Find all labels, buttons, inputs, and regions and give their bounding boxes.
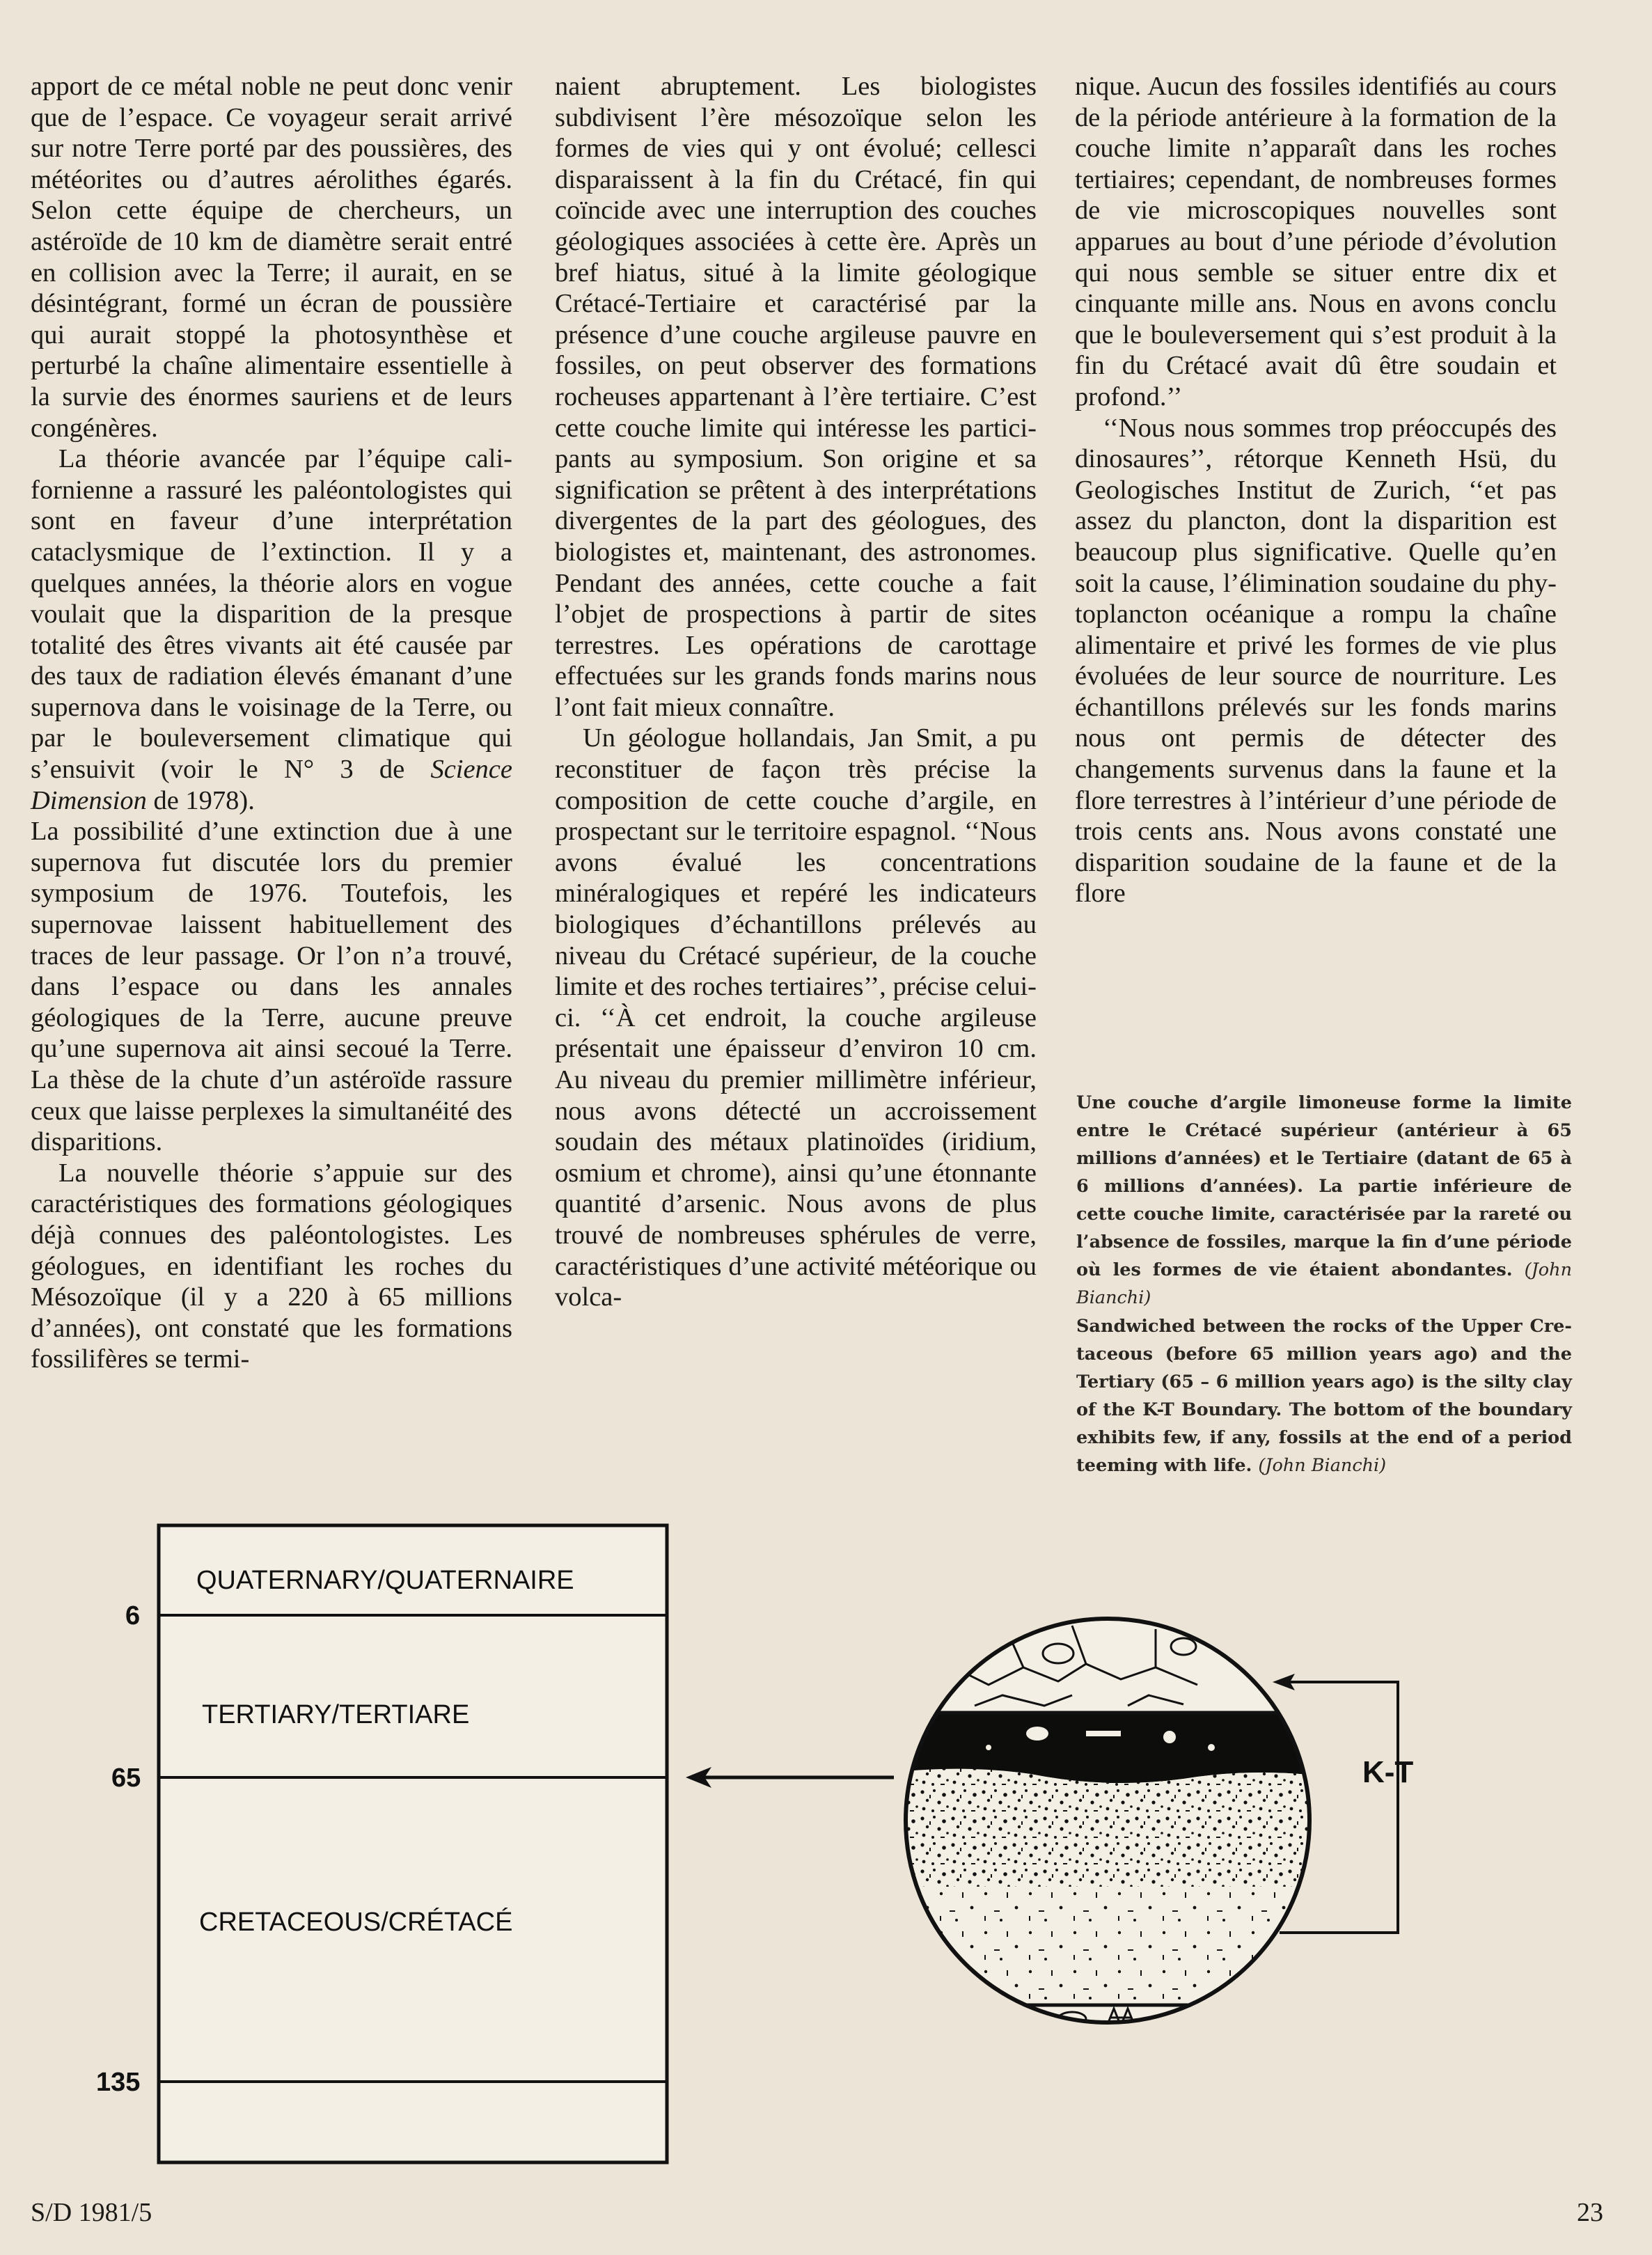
caption-credit: (John Bianchi): [1076, 1259, 1572, 1308]
caption-credit: (John Bianchi): [1258, 1455, 1387, 1476]
reference-suffix: de 1978).: [146, 785, 255, 815]
caption-text: Une couche d’argile limoneuse forme la limite entre le Crétacé supérieur (antérieur à 65 millions d’années) et le Tertiaire (datant de 65 à 6 millions d’années). La partie inférieure de cette couche limite, caractérisée par la rareté ou l’absence de fossiles, marque la fin d’une période où les formes de vie étaient abondantes.: [1076, 1092, 1572, 1280]
paragraph: naient abruptement. Les biologistes subdivisent l’ère mésozoïque selon les formes de vies qui y ont évolué; cellesci disparaissent à la fin du Crétacé, fin qui coïncide avec une interruption des couches géologiques associées à cette ère. Après un bref hiatus, situé à la limite géologique Crétacé-Tertiaire et caractérisé par la présence d’une couche argileuse pauvre en fossiles, on peut observer des formations rocheuses appartenant à l’ère tertiaire. C’est cette couche limite qui intéresse les participants au symposium. Son origine et sa signification se prêtent à des interprétations divergentes de la part des géologues, des biologistes et, maintenant, des astronomes. Pendant des années, cette couche a fait l’objet de prospections à partir de sites terrestres. Les opérations de carottage effectuées sur les grands fonds marins nous l’ont fait mieux connaître.: [555, 72, 1037, 722]
reference-title: Science Dimension: [31, 755, 512, 815]
paragraph-text: La théorie avancée par l’équipe californienne a rassuré les paléontologistes qui sont en faveur d’une interprétation cataclysmique de l’extinction. Il y a quelques années, la théorie alors en vogue voulait que la disparition de la presque totalité des êtres vivants ait été causée par des taux de radiation élevés émanant d’une supernova dans le voisinage de la Terre, ou par le bouleversement climatique qui s’ensuivit (voir le: [31, 444, 512, 785]
paragraph: La nouvelle théorie s’appuie sur des caractéristiques des formations géologiques déjà connues des paléontologistes. Les géologues, en identifiant les roches du Mésozoïque (il y a 220 à 65 millions d’années), ont constaté que les formations fossilifères se termi-: [31, 1158, 512, 1374]
kt-boundary-figure: [0, 1497, 1652, 2165]
article-column-1: [31, 71, 512, 1375]
issue-reference: S/D 1981/5: [31, 2198, 152, 2227]
paragraph: ‘‘Nous nous sommes trop préoccupés des dinosaures’’, rétorque Kenneth Hsü, du Geologisches Institut de Zurich, ‘‘et pas assez du plancton, dont la disparition est beaucoup plus significative. Quelle qu’en soit la cause, l’élimination soudaine du phytoplancton océanique a rompu la chaîne alimentaire et privé les formes de vie plus évoluées de leur source de nourriture. Les échantillons prélevés sur les fonds marins nous ont permis de détecter des changements survenus dans la faune et la flore terrestres à l’intérieur d’une période de trois cents ans. Nous avons constaté une disparition soudaine de la faune et de la flore: [1075, 413, 1557, 909]
paragraph: apport de ce métal noble ne peut donc venir que de l’espace. Ce voyageur serait arrivé sur notre Terre porté par des poussières, des météorites ou d’autres aérolithes égarés. Selon cette équipe de chercheurs, un astéroïde de 10 km de diamètre serait entré en collision avec la Terre; il aurait, en se désintégrant, formé un écran de poussière qui aurait stoppé la photosynthèse et perturbé la chaîne alimentaire essentielle à la survie des énormes sauriens et de leurs congénères.: [31, 72, 512, 443]
age-label-135: 135: [96, 2068, 141, 2097]
period-label-tertiary: TERTIARY/TERTIARE: [202, 1700, 470, 1729]
age-label-6: 6: [125, 1601, 141, 1631]
strata-column: [159, 1525, 667, 2162]
paragraph: La possibilité d’une extinction due à une supernova fut discutée lors du premier symposium de 1976. Toutefois, les supernovae laissent habituellement des traces de leur passage. Or l’on n’a trouvé, dans l’espace ou dans les annales géologiques de la Terre, aucune preuve qu’une supernova ait ainsi secoué la Terre. La thèse de la chute d’un astéroïde rassure ceux que laisse perplexes la simultanéité des disparitions.: [31, 817, 512, 1157]
period-label-cretaceous: CRETACEOUS/CRÉTACÉ: [199, 1908, 513, 1937]
kt-label: K-T: [1362, 1755, 1414, 1789]
period-label-quaternary: QUATERNARY/QUATERNAIRE: [196, 1566, 574, 1595]
age-label-65: 65: [111, 1763, 141, 1793]
caption-text: Sandwiched between the rocks of the Upper Cretaceous (before 65 million years ago) and the Tertiary (65 – 6 million years ago) is the silty clay of the K-T Boundary. The bottom of the boundary exhibits few, if any, fossils at the end of a period teeming with life.: [1076, 1316, 1572, 1476]
article-column-2: [555, 71, 1037, 1313]
article-column-3: [1075, 71, 1557, 909]
paragraph: Un géologue hollandais, Jan Smit, a pu reconstituer de façon très précise la composition de cette couche d’argile, en prospectant sur le territoire espagnol. ‘‘Nous avons évalué les concentrations minéralogiques et repéré les indicateurs biologiques d’échantillons prélevés au niveau du Crétacé supérieur, de la couche limite et des roches tertiaires’’, précise celui-ci. ‘‘À cet endroit, la couche argileuse présentait une épaisseur d’environ 10 cm. Au niveau du premier millimètre inférieur, nous avons détecté un accroissement soudain des métaux platinoïdes (iridium, osmium et chrome), ainsi qu’une étonnante quantité d’arsenic. Nous avons de plus trouvé de nombreuses sphérules de verre, caractéristiques d’une activité météorique ou volca-: [555, 723, 1037, 1312]
caption-french: [1076, 1089, 1572, 1312]
paragraph: [31, 443, 512, 816]
reference-prefix: N° 3 de: [284, 755, 431, 785]
caption-english: [1076, 1312, 1572, 1479]
page-number: 23: [1577, 2198, 1603, 2227]
paragraph: nique. Aucun des fossiles identifiés au cours de la période antérieure à la formation de la couche limite n’apparaît dans les roches tertiaires; cependant, de nombreuses formes de vie microscopiques nouvelles sont apparues au bout d’une période d’évolution qui nous semble se situer entre dix et cinquante mille ans. Nous en avons conclu que le bouleversement qui s’est produit à la fin du Crétacé avait dû être soudain et profond.’’: [1075, 72, 1557, 411]
